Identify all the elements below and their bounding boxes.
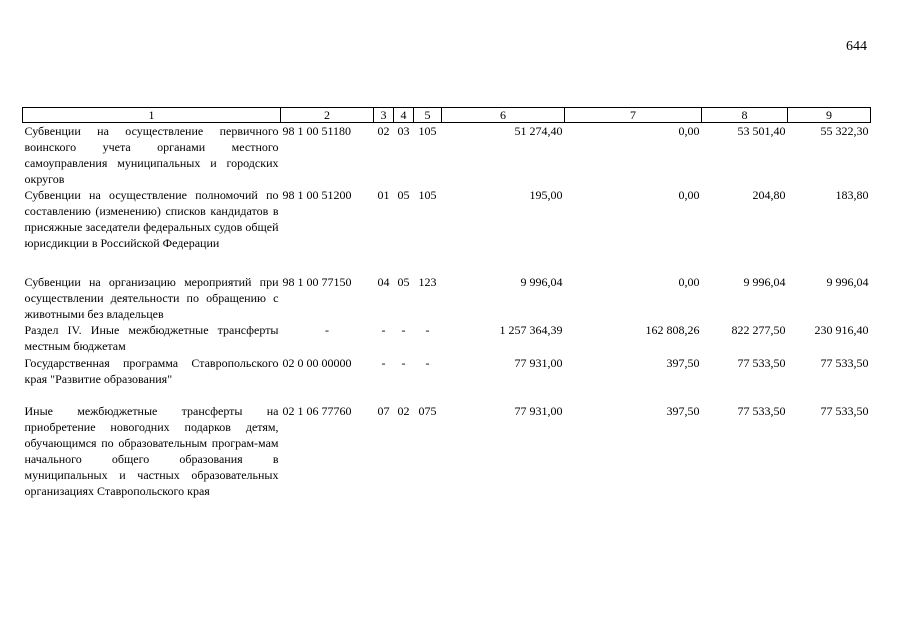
row-value-7: 0,00 <box>678 275 700 289</box>
row-code: - <box>325 323 329 337</box>
row-col5: 105 <box>418 124 437 138</box>
table-row <box>23 274 871 322</box>
column-header-3: 3 <box>374 108 394 123</box>
row-col5: 105 <box>418 188 437 202</box>
budget-table <box>22 107 871 501</box>
table-row <box>23 403 871 501</box>
row-code: 98 1 00 51200 <box>282 188 352 202</box>
row-col4: 05 <box>397 188 410 202</box>
row-value-9: 77 533,50 <box>820 404 869 418</box>
row-value-7: 0,00 <box>678 188 700 202</box>
table-header-row <box>23 108 871 123</box>
row-value-9: 77 533,50 <box>820 356 869 370</box>
row-value-8: 77 533,50 <box>737 404 786 418</box>
row-col3: 04 <box>377 275 390 289</box>
row-col4: - <box>401 356 406 370</box>
row-value-8: 204,80 <box>752 188 786 202</box>
row-value-6: 77 931,00 <box>514 356 563 370</box>
row-code: 02 0 00 00000 <box>282 356 352 370</box>
row-name: Иные межбюджетные трансферты на приобретение новогодних подарков детям, обучающимся по образовательным програм-мам начального общего образования в муниципальных и частных образовательных организациях Ставропольского края <box>24 404 279 498</box>
column-header-1: 1 <box>23 108 281 123</box>
column-header-2: 2 <box>281 108 374 123</box>
row-col3: 02 <box>377 124 390 138</box>
table-row <box>23 355 871 403</box>
row-code: 98 1 00 51180 <box>282 124 352 138</box>
row-col5: - <box>425 323 430 337</box>
row-value-7: 162 808,26 <box>645 323 700 337</box>
row-col3: 01 <box>377 188 390 202</box>
column-header-4: 4 <box>394 108 414 123</box>
column-header-5: 5 <box>414 108 442 123</box>
row-value-6: 195,00 <box>529 188 563 202</box>
row-value-6: 51 274,40 <box>514 124 563 138</box>
table-row <box>23 322 871 355</box>
row-col5: - <box>425 356 430 370</box>
row-col4: 02 <box>397 404 410 418</box>
row-col4: 05 <box>397 275 410 289</box>
row-value-8: 9 996,04 <box>743 275 786 289</box>
row-value-7: 0,00 <box>678 124 700 138</box>
row-value-9: 183,80 <box>835 188 869 202</box>
row-code: 98 1 00 77150 <box>282 275 352 289</box>
row-value-7: 397,50 <box>666 404 700 418</box>
row-name: Государственная программа Ставропольского края "Развитие образования" <box>24 356 279 386</box>
row-code: 02 1 06 77760 <box>282 404 352 418</box>
row-value-9: 9 996,04 <box>826 275 869 289</box>
row-value-7: 397,50 <box>666 356 700 370</box>
table-row <box>23 187 871 274</box>
row-value-9: 55 322,30 <box>820 124 869 138</box>
table-row <box>23 123 871 188</box>
row-col3: - <box>381 356 386 370</box>
row-name: Субвенции на осуществление полномочий по составлению (изменению) списков кандидатов в присяжные заседатели федеральных судов общей юрисдикции в Российской Федерации <box>24 188 279 250</box>
row-col4: 03 <box>397 124 410 138</box>
row-col3: 07 <box>377 404 390 418</box>
column-header-9: 9 <box>788 108 871 123</box>
column-header-8: 8 <box>702 108 788 123</box>
row-value-6: 9 996,04 <box>520 275 563 289</box>
column-header-6: 6 <box>442 108 565 123</box>
row-col5: 123 <box>418 275 437 289</box>
row-col3: - <box>381 323 386 337</box>
row-col5: 075 <box>418 404 437 418</box>
row-value-8: 822 277,50 <box>731 323 786 337</box>
row-name: Субвенции на осуществление первичного воинского учета органами местного самоуправления муниципальных и городских округов <box>24 124 279 186</box>
row-value-6: 77 931,00 <box>514 404 563 418</box>
row-value-6: 1 257 364,39 <box>499 323 563 337</box>
row-value-8: 77 533,50 <box>737 356 786 370</box>
row-col4: - <box>401 323 406 337</box>
row-name: Субвенции на организацию мероприятий при осуществлении деятельности по обращению с животными без владельцев <box>24 275 279 321</box>
row-value-8: 53 501,40 <box>737 124 786 138</box>
row-name: Раздел IV. Иные межбюджетные трансферты местным бюджетам <box>24 323 279 353</box>
page-number: 644 <box>846 39 867 54</box>
column-header-7: 7 <box>565 108 702 123</box>
row-value-9: 230 916,40 <box>814 323 869 337</box>
